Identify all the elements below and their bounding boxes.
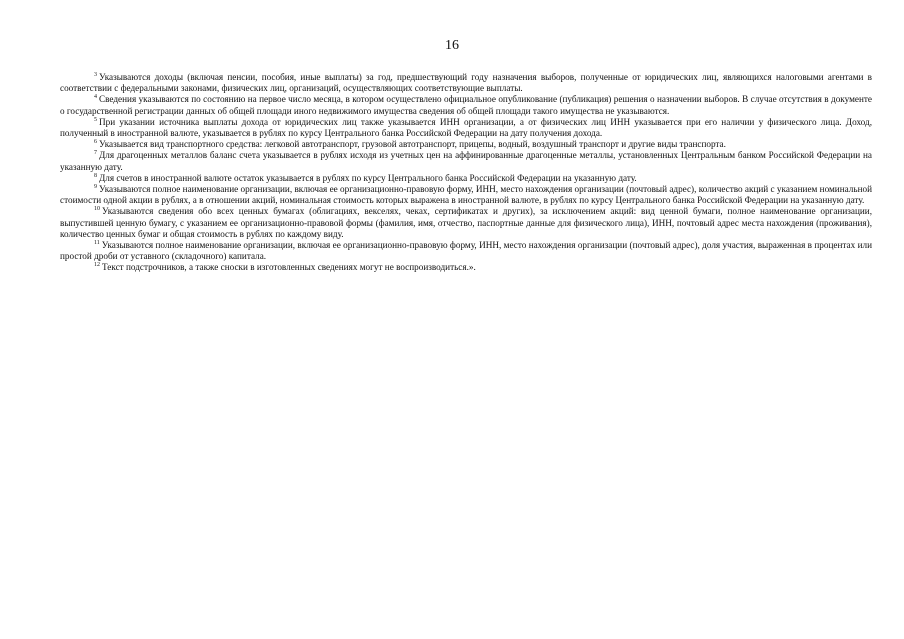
page-number: 16 (445, 38, 459, 53)
footnote-mark: 12 (94, 262, 100, 269)
footnote-text: Указываются полное наименование организации, включая ее организационно-правовую форму, ИНН, место нахождения организации (почтовый адрес), количество акций с указанием номинальной стоимости одной акции в рублях, а в отношении акций, номинальная стоимость которых выражена в иностранной валюте, в рублях по курсу Центрального банка Российской Федерации на указанную дату. (60, 184, 872, 206)
footnote-12 (60, 262, 872, 273)
footnote-3 (60, 72, 872, 94)
footnote-text: Указываются доходы (включая пенсии, пособия, иные выплаты) за год, предшествующий году назначения выборов, полученные от юридических лиц, являющихся налоговыми агентами в соответствии с федеральными законами, физических лиц, организаций, осуществляющих соответствующие выплаты. (60, 72, 872, 94)
footnote-text: Сведения указываются по состоянию на первое число месяца, в котором осуществлено официальное опубликование (публикация) решения о назначении выборов. В случае отсутствия в документе о государственной регистрации данных об общей площади иного недвижимого имущества сведения об общей площади такого имущества не указываются. (60, 94, 872, 116)
footnote-text: Текст подстрочников, а также сноски в изготовленных сведениях могут не воспроизводиться.». (102, 262, 476, 273)
footnote-text: Указываются полное наименование организации, включая ее организационно-правовую форму, ИНН, место нахождения организации (почтовый адрес), доля участия, выраженная в процентах или простой дроби от уставного (складочного) капитала. (60, 240, 872, 262)
footnote-text: Для счетов в иностранной валюте остаток указывается в рублях по курсу Центрального банка Российской Федерации на указанную дату. (99, 172, 637, 183)
footnote-8 (60, 173, 872, 184)
footnote-mark: 11 (94, 239, 100, 246)
footnote-mark: 4 (94, 94, 97, 101)
footnote-text: Указывается вид транспортного средства: легковой автотранспорт, грузовой автотранспорт, прицепы, водный, воздушный транспорт и другие виды транспорта. (99, 139, 726, 150)
footnote-6 (60, 139, 872, 150)
footnote-text: Указываются сведения обо всех ценных бумагах (облигациях, векселях, чеках, сертификатах и других), за исключением акций: вид ценной бумаги, полное наименование организации, выпустившей ценную бумагу, с указанием ее организационно-правовой формы (фамилия, имя, отчество, паспортные данные для физического лица), ИНН, почтовый адрес места нахождения (проживания), количество ценных бумаг и общая стоимость в рублях по каждому виду. (60, 206, 872, 239)
footnote-mark: 7 (94, 150, 97, 157)
footnote-mark: 6 (94, 139, 97, 146)
footnote-text: Для драгоценных металлов баланс счета указывается в рублях исходя из учетных цен на аффинированные драгоценные металлы, установленных Центральным банком Российской Федерации на указанную дату. (60, 150, 872, 172)
footnote-10 (60, 206, 872, 240)
footnote-text: При указании источника выплаты дохода от юридических лиц также указывается ИНН организации, а от физических лиц ИНН указывается при его наличии у физического лица. Доход, полученный в иностранной валюте, указывается в рублях по курсу Центрального банка Российской Федерации на дату получения дохода. (60, 116, 872, 139)
footnote-mark: 9 (94, 183, 97, 190)
footnote-7 (60, 150, 872, 172)
footnote-mark: 10 (94, 206, 100, 213)
footnote-mark: 3 (94, 71, 97, 78)
footnote-5 (60, 117, 872, 139)
footnote-mark: 8 (94, 172, 97, 179)
footnote-11 (60, 240, 872, 262)
footnote-mark: 5 (94, 116, 97, 123)
footnotes-section (60, 72, 872, 274)
footnote-4 (60, 94, 872, 116)
footnote-9 (60, 184, 872, 206)
